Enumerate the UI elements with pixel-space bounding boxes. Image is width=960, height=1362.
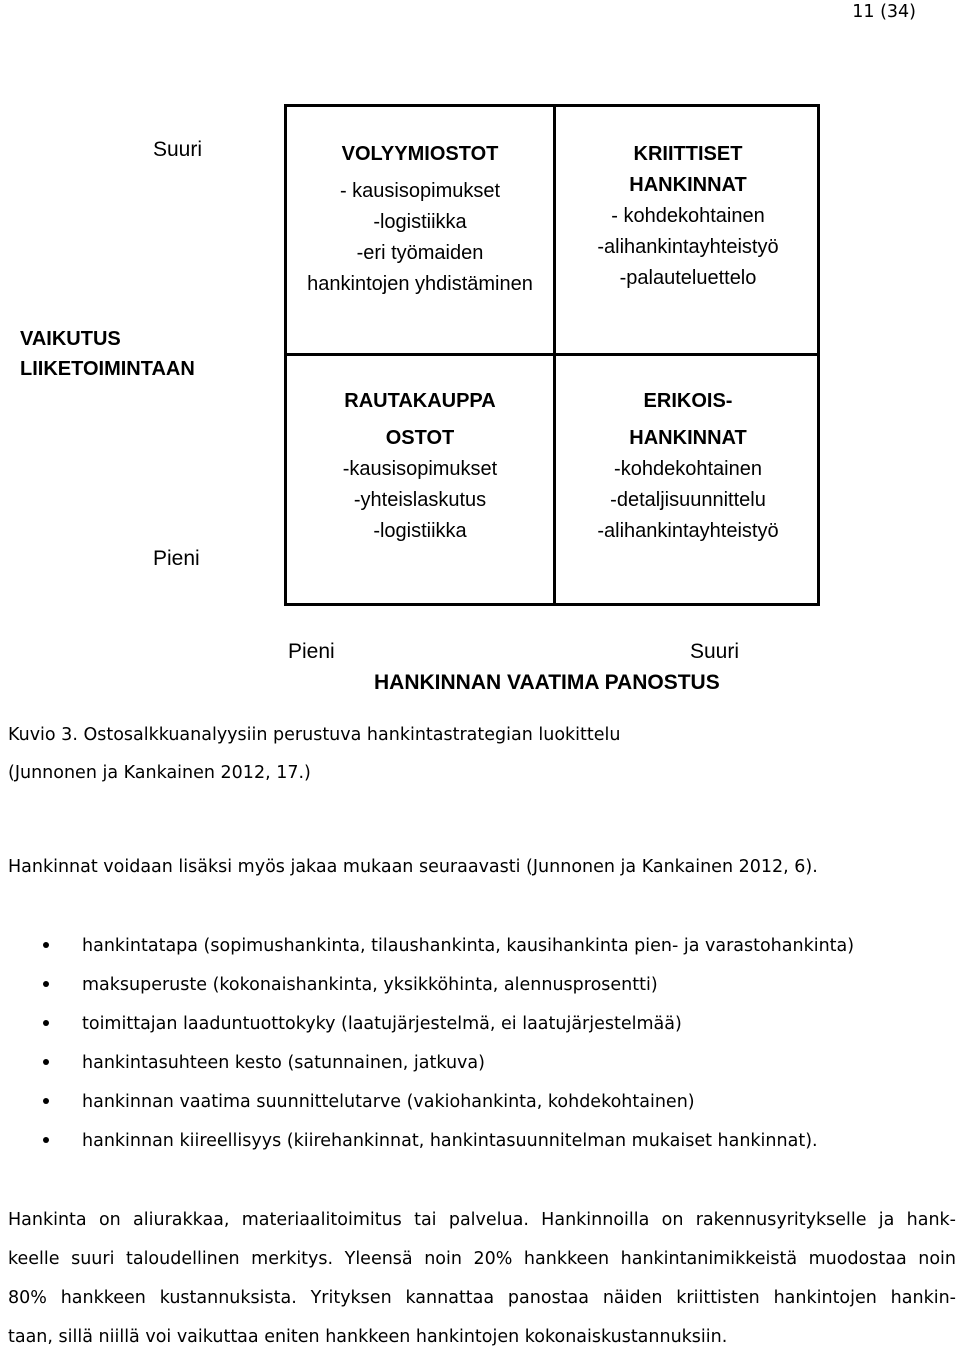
list-item-text: maksuperuste (kokonaishankinta, yksikköhinta, alennusprosentti) [82, 975, 658, 995]
bullet-icon [43, 1059, 49, 1065]
quadrant-item: -eri työmaiden [356, 242, 484, 264]
quadrant-title: ERIKOIS- [643, 390, 733, 412]
x-axis-title: HANKINNAN VAATIMA PANOSTUS [374, 671, 720, 694]
x-axis-high-label: Suuri [690, 640, 740, 663]
bullet-icon [43, 1137, 49, 1143]
quadrant-top-right [556, 139, 820, 294]
y-axis-high-label: Suuri [153, 138, 203, 161]
quadrant-item: -alihankintayhteistyö [597, 236, 779, 258]
matrix-horizontal-divider [287, 353, 817, 356]
quadrant-item: -kausisopimukset [342, 458, 498, 480]
paragraph-line: Hankinta on aliurakkaa, materiaalitoimitus tai palvelua. Hankinnoilla on rakennusyritykselle ja hank- [8, 1210, 956, 1230]
quadrant-item: -yhteislaskutus [353, 489, 487, 511]
list-item-text: hankinnan kiireellisyys (kiirehankinnat, hankintasuunnitelman mukaiset hankinnat). [82, 1131, 818, 1151]
quadrant-item: -logistiikka [373, 211, 467, 233]
quadrant-title: KRIITTISET [633, 143, 743, 165]
bullet-icon [43, 981, 49, 987]
quadrant-item: - kausisopimukset [339, 180, 501, 202]
paragraph-line: keelle suuri taloudellinen merkitys. Yleensä noin 20% hankkeen hankintanimikkeistä muodostaa noin [8, 1249, 956, 1269]
quadrant-item: -kohdekohtainen [614, 458, 762, 480]
quadrant-item: - kohdekohtainen [611, 205, 765, 227]
body-paragraph [8, 1206, 956, 1362]
matrix-grid [284, 104, 820, 606]
quadrant-item: -logistiikka [373, 520, 467, 542]
list-item-text: toimittajan laaduntuottokyky (laatujärjestelmä, ei laatujärjestelmää) [82, 1014, 682, 1034]
quadrant-item: -alihankintayhteistyö [597, 520, 779, 542]
figure-caption-source: (Junnonen ja Kankainen 2012, 17.) [8, 763, 311, 783]
list-item-text: hankintasuhteen kesto (satunnainen, jatkuva) [82, 1053, 485, 1073]
intro-paragraph: Hankinnat voidaan lisäksi myös jakaa mukaan seuraavasti (Junnonen ja Kankainen 2012, 6). [8, 857, 818, 877]
y-axis-title-line: VAIKUTUS [20, 328, 121, 350]
bullet-icon [43, 942, 49, 948]
quadrant-title: HANKINNAT [629, 427, 747, 449]
paragraph-line: taan, sillä niillä voi vaikuttaa eniten hankkeen hankintojen kokonaiskustannuksiin. [8, 1327, 728, 1347]
paragraph-line: 80% hankkeen kustannuksista. Yrityksen kannattaa panostaa näiden kriittisten hankintojen hankin- [8, 1288, 956, 1308]
list-item-text: hankinnan vaatima suunnittelutarve (vakiohankinta, kohdekohtainen) [82, 1092, 695, 1112]
bullet-icon [43, 1020, 49, 1026]
quadrant-title: VOLYYMIOSTOT [341, 143, 499, 165]
quadrant-item: hankintojen yhdistäminen [307, 273, 533, 295]
quadrant-bottom-right [556, 386, 820, 547]
quadrant-item: -palauteluettelo [619, 267, 757, 289]
x-axis-low-label: Pieni [288, 640, 335, 663]
quadrant-title: OSTOT [385, 427, 455, 449]
figure-caption: Kuvio 3. Ostosalkkuanalyysiin perustuva hankintastrategian luokittelu [8, 725, 621, 745]
y-axis-title-line: LIIKETOIMINTAAN [20, 358, 195, 380]
quadrant-title: HANKINNAT [629, 174, 747, 196]
y-axis-low-label: Pieni [153, 547, 200, 570]
quadrant-bottom-left [287, 386, 553, 547]
bullet-icon [43, 1098, 49, 1104]
quadrant-title: RAUTAKAUPPA [344, 390, 496, 412]
y-axis-title [20, 324, 195, 384]
page-number: 11 (34) [852, 2, 916, 22]
quadrant-item: -detaljisuunnittelu [610, 489, 766, 511]
list-item-text: hankintatapa (sopimushankinta, tilaushankinta, kausihankinta pien- ja varastohankinta) [82, 936, 855, 956]
quadrant-top-left [287, 139, 553, 300]
